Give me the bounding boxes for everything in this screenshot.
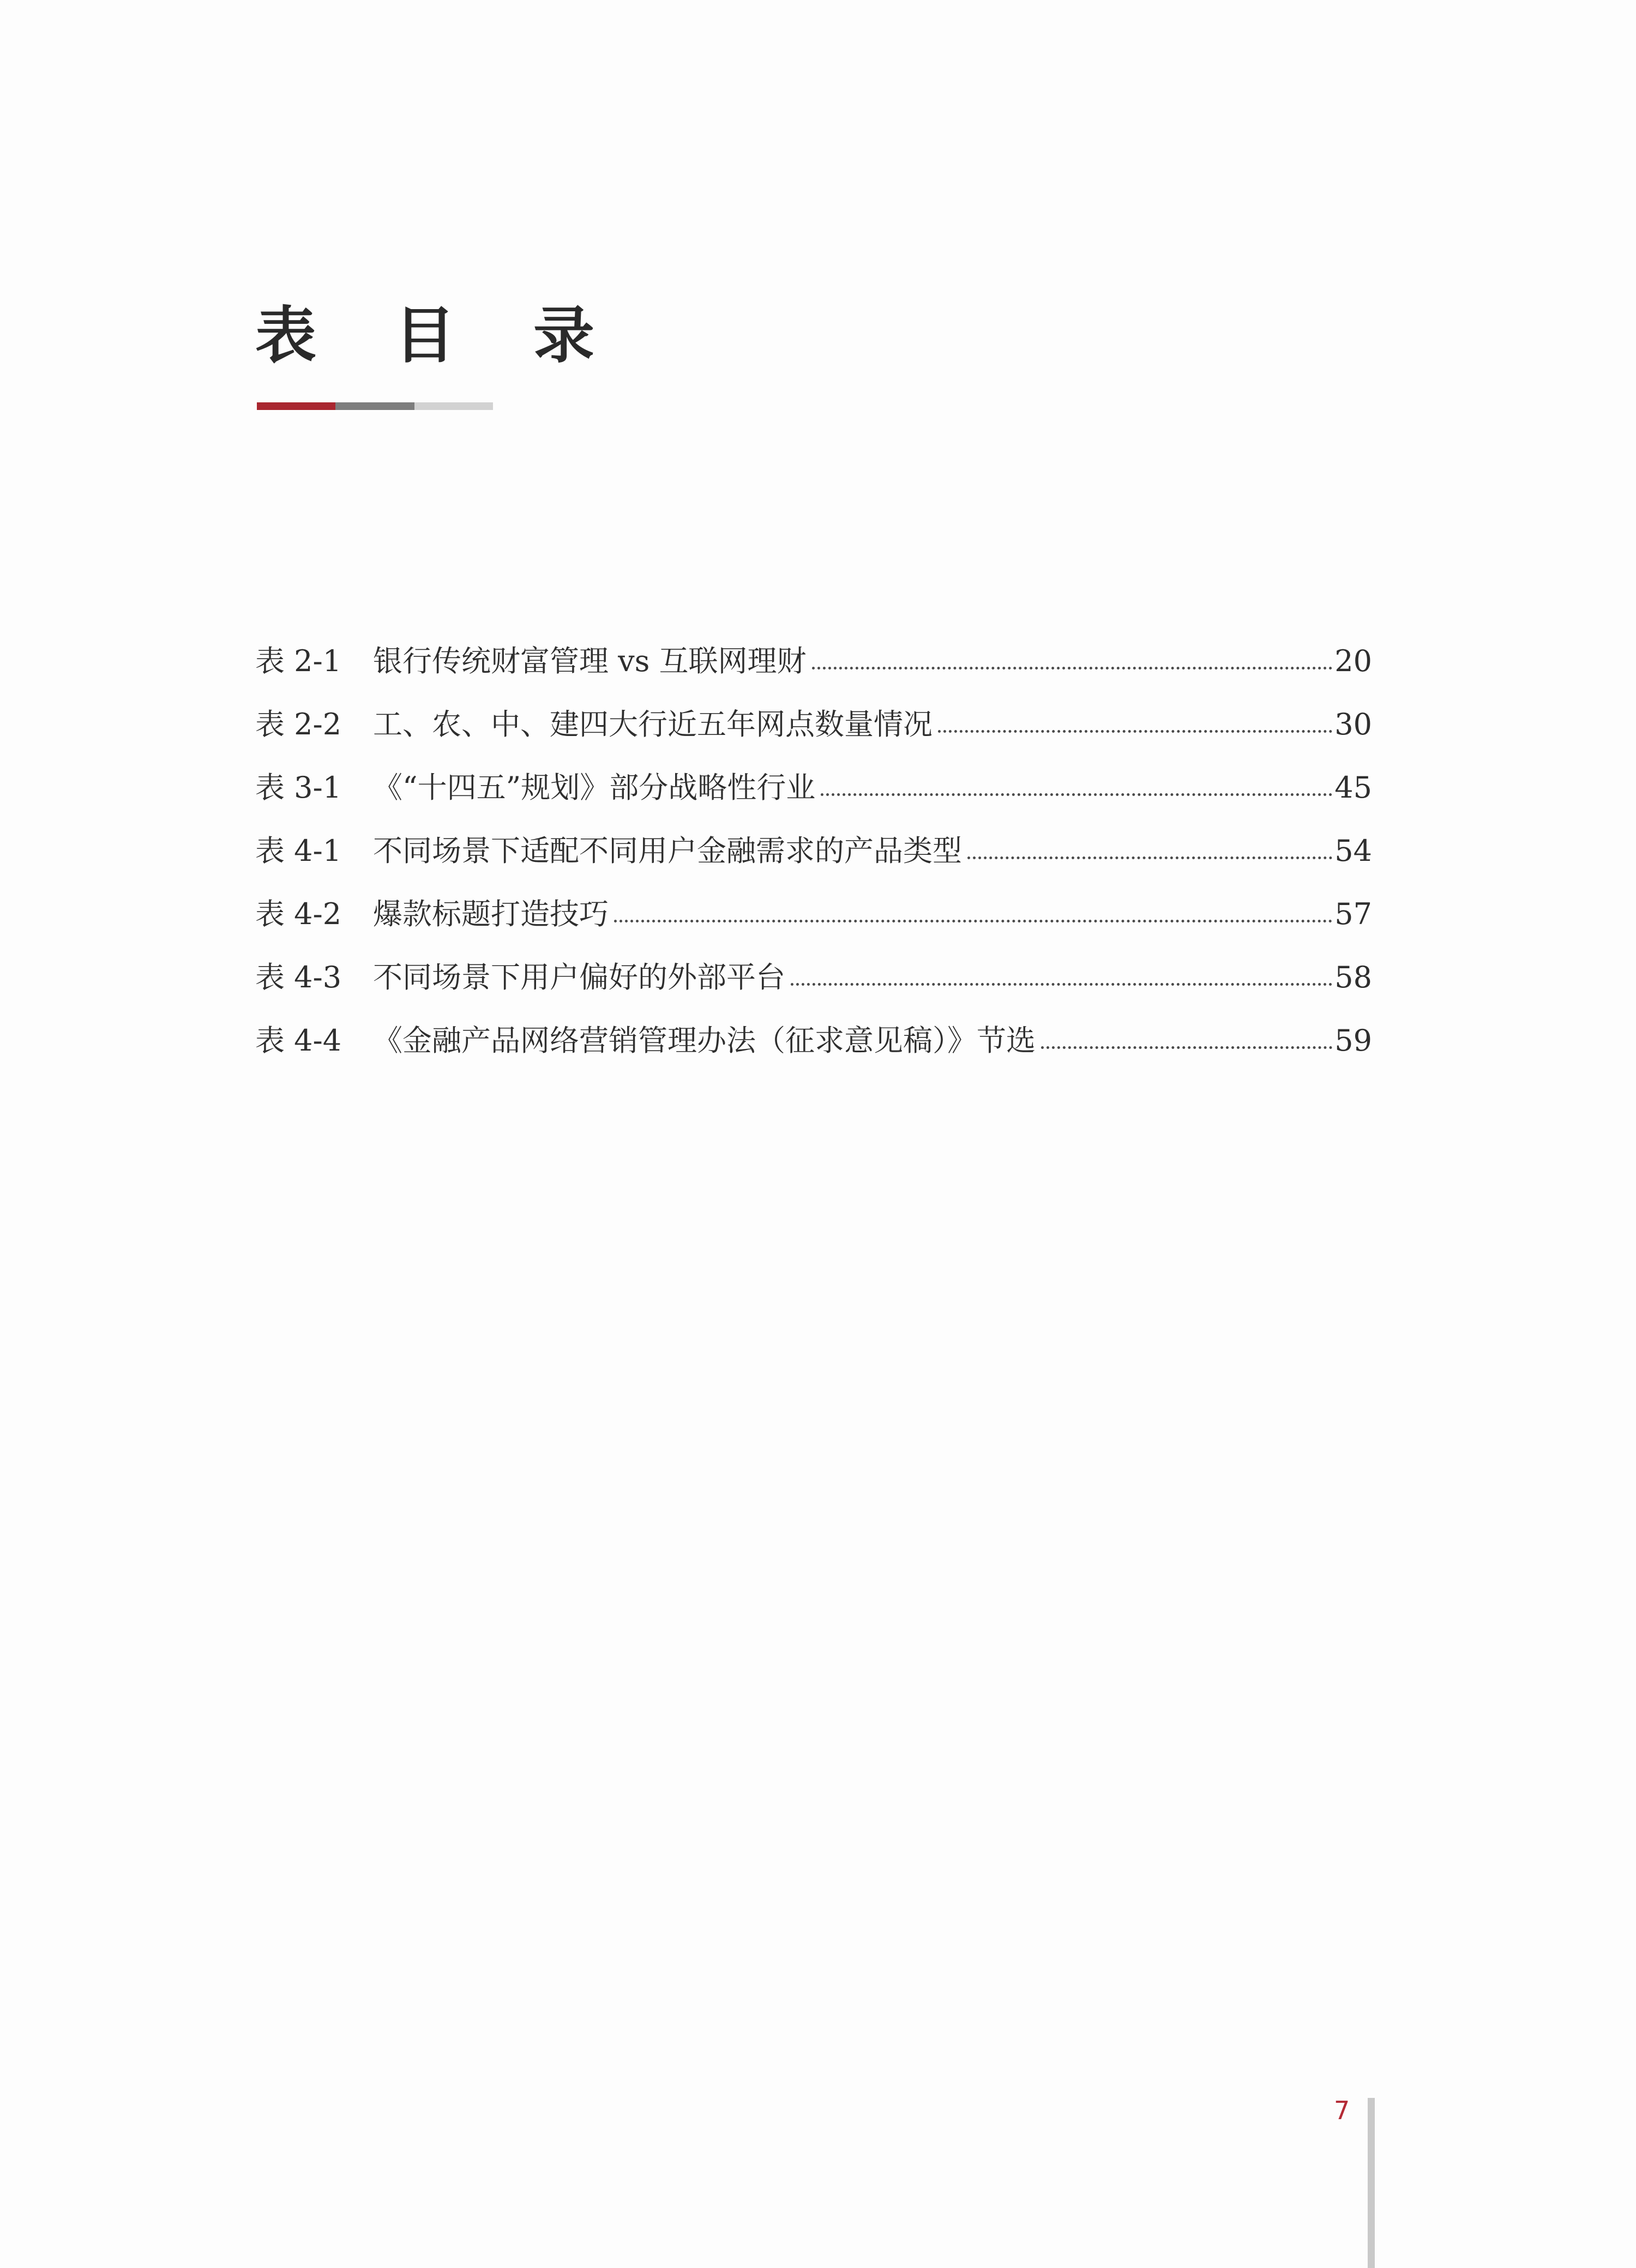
toc-dot-leader: [821, 793, 1332, 796]
toc-entry-page: 45: [1334, 770, 1372, 805]
toc-entry-2-1[interactable]: [255, 630, 1372, 693]
title-underline-red-segment: [257, 402, 335, 410]
title-underline-light-segment: [414, 402, 493, 410]
page-number: 7: [1334, 2096, 1350, 2125]
toc-dot-leader: [812, 667, 1333, 669]
toc-entry-page: 59: [1334, 1023, 1372, 1058]
toc-entry-label: 表 4-3: [255, 960, 342, 994]
title-underline-gray-segment: [335, 402, 414, 410]
toc-entry-title: 《金融产品网络营销管理办法（征求意见稿）》节选: [373, 1023, 1036, 1058]
toc-entry-3-1[interactable]: [255, 756, 1372, 819]
toc-entry-page: 30: [1334, 707, 1372, 741]
toc-entry-4-3[interactable]: [255, 946, 1372, 1009]
toc-dot-leader: [938, 730, 1332, 733]
toc-entry-page: 58: [1334, 960, 1372, 994]
toc-entry-label: 表 4-4: [255, 1023, 342, 1058]
toc-dot-leader: [614, 920, 1332, 922]
table-of-contents: [255, 630, 1372, 1072]
toc-entry-title: 银行传统财富管理 vs 互联网理财: [373, 644, 807, 678]
toc-entry-label: 表 4-2: [255, 897, 342, 931]
toc-dot-leader: [967, 856, 1332, 859]
toc-entry-2-2[interactable]: [255, 693, 1372, 756]
page-edge-bar: [1368, 2098, 1375, 2268]
toc-entry-4-1[interactable]: [255, 819, 1372, 883]
toc-entry-label: 表 3-1: [255, 770, 342, 805]
toc-entry-title: 《“十四五”规划》部分战略性行业: [373, 770, 816, 805]
toc-entry-title: 工、农、中、建四大行近五年网点数量情况: [373, 707, 933, 741]
toc-entry-page: 54: [1334, 834, 1372, 868]
toc-entry-title: 不同场景下适配不同用户金融需求的产品类型: [373, 834, 962, 868]
toc-entry-label: 表 2-2: [255, 707, 342, 741]
toc-entry-label: 表 2-1: [255, 644, 342, 678]
title-underline: [257, 402, 493, 410]
toc-entry-page: 57: [1334, 897, 1372, 931]
toc-entry-title: 不同场景下用户偏好的外部平台: [373, 960, 785, 994]
toc-entry-label: 表 4-1: [255, 834, 342, 868]
toc-entry-4-2[interactable]: [255, 883, 1372, 946]
toc-entry-page: 20: [1334, 644, 1372, 678]
toc-dot-leader: [791, 983, 1332, 986]
page-title: 表 目 录: [255, 300, 623, 371]
toc-entry-title: 爆款标题打造技巧: [373, 897, 609, 931]
toc-entry-4-4[interactable]: [255, 1009, 1372, 1072]
toc-dot-leader: [1041, 1046, 1332, 1049]
